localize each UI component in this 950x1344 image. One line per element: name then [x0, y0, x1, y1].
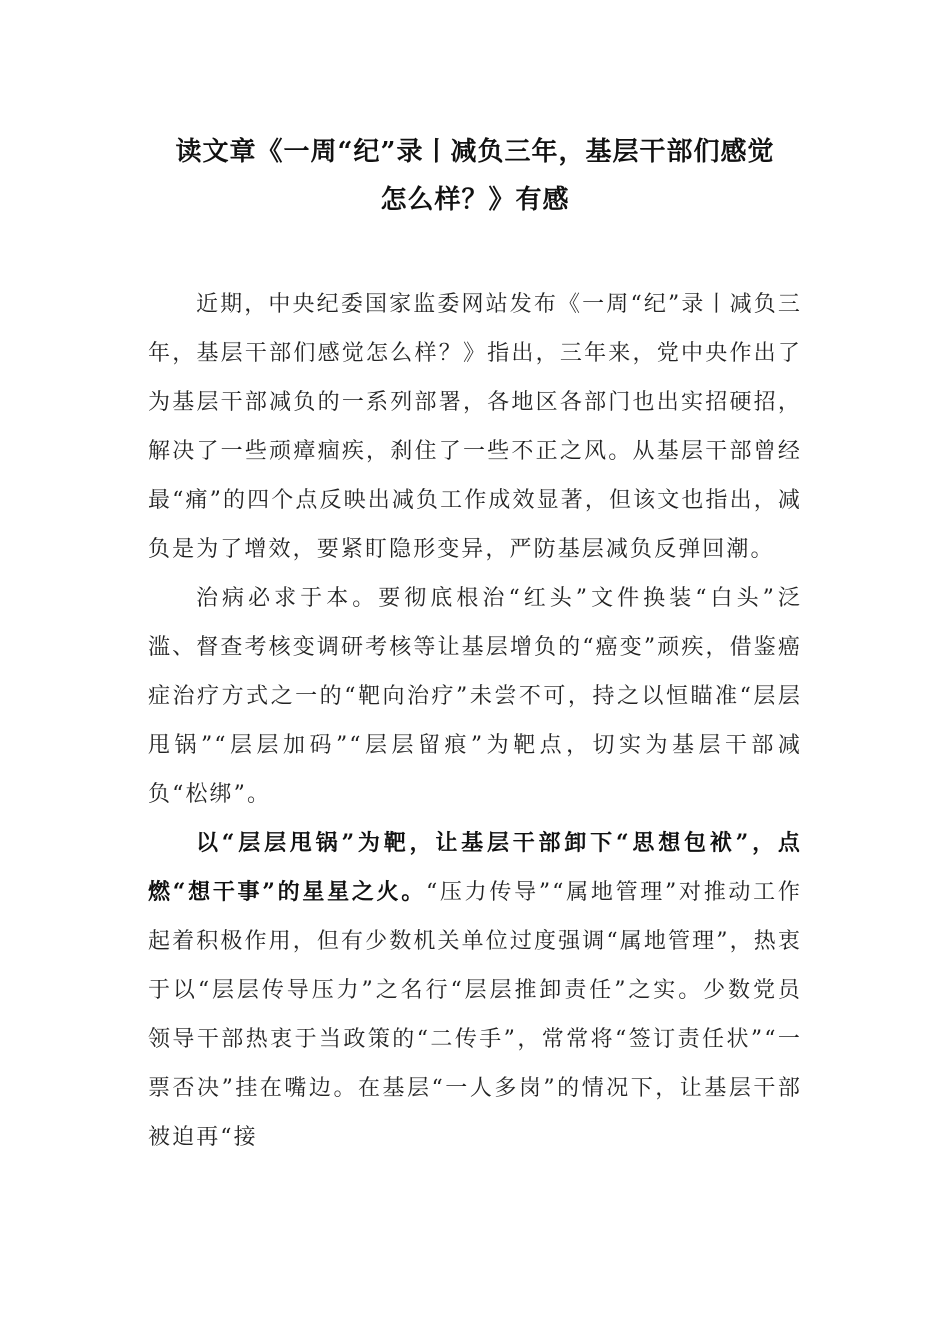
document-body [148, 280, 802, 1162]
title-line-2: 怎么样？》有感 [380, 185, 570, 215]
title-line-1: 读文章《一周“纪”录丨减负三年，基层干部们感觉 [175, 137, 775, 167]
paragraph-3-bold-lead: 以“层层甩锅”为靶，让基层干部卸下“思想包袱”，点燃“想干事”的星星之火。 [148, 830, 802, 905]
paragraph-2-text: 治病必求于本。要彻底根治“红头”文件换装“白头”泛滥、督查考核变调研考核等让基层增负的“癌变”顽疾，借鉴癌症治疗方式之一的“靶向治疗”未尝不可，持之以恒瞄准“层层甩锅”“层层加码”“层层留痕”为靶点，切实为基层干部减负“松绑”。 [148, 586, 802, 807]
document-title [140, 128, 810, 224]
paragraph-1-text: 近期，中央纪委国家监委网站发布《一周“纪”录丨减负三年，基层干部们感觉怎么样？》指出，三年来，党中央作出了为基层干部减负的一系列部署，各地区各部门也出实招硬招，解决了一些顽瘴痼疾，刹住了一些不正之风。从基层干部曾经最“痛”的四个点反映出减负工作成效显著，但该文也指出，减负是为了增效，要紧盯隐形变异，严防基层减负反弹回潮。 [148, 292, 802, 562]
paragraph-3-text: “压力传导”“属地管理”对推动工作起着积极作用，但有少数机关单位过度强调“属地管理”，热衷于以“层层传导压力”之名行“层层推卸责任”之实。少数党员领导干部热衷于当政策的“二传手”，常常将“签订责任状”“一票否决”挂在嘴边。在基层“一人多岗”的情况下，让基层干部被迫再“接 [148, 880, 802, 1150]
paragraph-3 [148, 819, 802, 1162]
paragraph-1 [148, 280, 802, 574]
paragraph-2 [148, 574, 802, 819]
